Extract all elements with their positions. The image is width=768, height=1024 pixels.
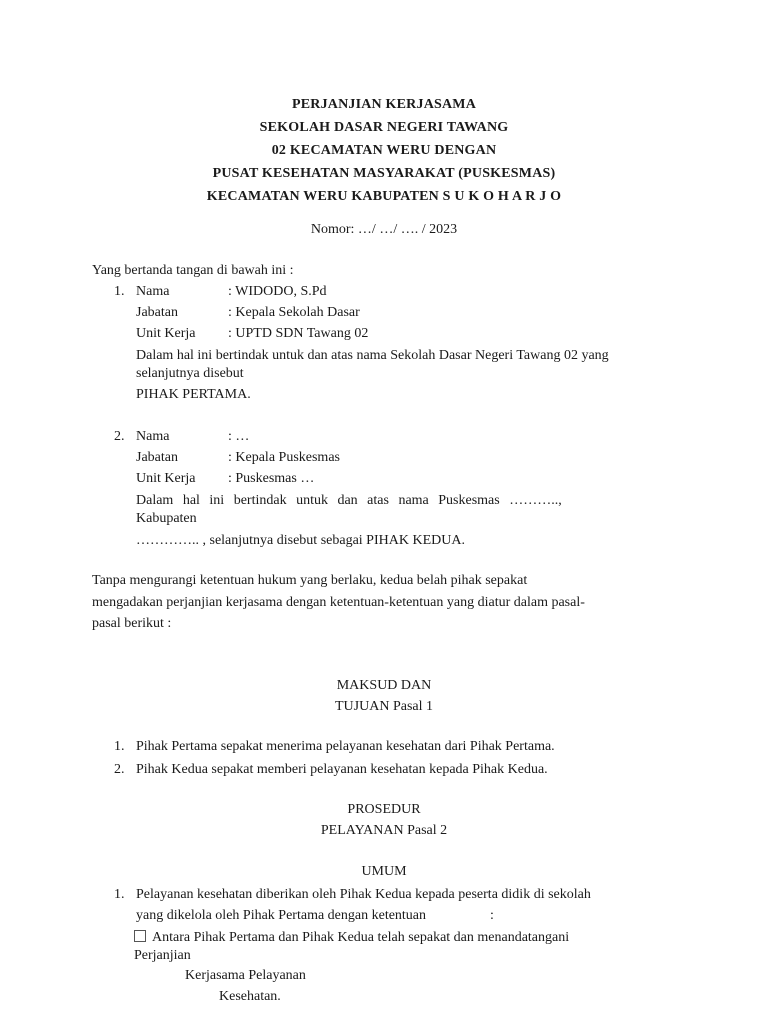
pasal1-heading-line1: MAKSUD DAN xyxy=(336,678,432,693)
party1-jabatan-value: : Kepala Sekolah Dasar xyxy=(228,305,360,320)
party2-description-line3: ………….. , selanjutnya disebut sebagai PIHAK KEDUA. xyxy=(136,533,465,548)
pasal1-item2-text: Pihak Kedua sepakat memberi pelayanan kesehatan kepada Pihak Kedua. xyxy=(136,762,548,777)
title-line-5: KECAMATAN WERU KABUPATEN S U K O H A R J O xyxy=(206,189,562,204)
party2-unit-label: Unit Kerja xyxy=(136,471,196,486)
party1-description-line1: Dalam hal ini bertindak untuk dan atas nama Sekolah Dasar Negeri Tawang 02 yang xyxy=(136,348,609,363)
intro-text: Yang bertanda tangan di bawah ini : xyxy=(92,263,294,278)
party2-description-line1: Dalam hal ini bertindak untuk dan atas nama Puskesmas ……….., xyxy=(136,493,562,508)
title-line-3: 02 KECAMATAN WERU DENGAN xyxy=(271,143,497,158)
party1-unit-value: : UPTD SDN Tawang 02 xyxy=(228,326,369,341)
pasal2-bullet-line4: Kesehatan. xyxy=(219,989,281,1004)
party1-unit-label: Unit Kerja xyxy=(136,326,196,341)
pasal1-heading-line2: TUJUAN Pasal 1 xyxy=(335,699,433,714)
party2-jabatan-value: : Kepala Puskesmas xyxy=(228,450,340,465)
party1-nama-label: Nama xyxy=(136,284,170,299)
party2-number: 2. xyxy=(114,429,125,444)
checkbox-bullet-icon xyxy=(134,930,146,942)
party1-nama-value: : WIDODO, S.Pd xyxy=(228,284,327,299)
document-number: Nomor: …/ …/ …. / 2023 xyxy=(310,222,458,237)
pasal1-item1-text: Pihak Pertama sepakat menerima pelayanan kesehatan dari Pihak Pertama. xyxy=(136,739,555,754)
agreement-line2: mengadakan perjanjian kerjasama dengan ketentuan-ketentuan yang diatur dalam pasal- xyxy=(92,595,585,610)
title-line-2: SEKOLAH DASAR NEGERI TAWANG xyxy=(259,120,509,135)
party2-unit-value: : Puskesmas … xyxy=(228,471,315,486)
party2-description-line2: Kabupaten xyxy=(136,511,197,526)
party2-nama-value: : … xyxy=(228,429,250,444)
pasal2-bullet-line3: Kerjasama Pelayanan xyxy=(185,968,306,983)
party1-designation: PIHAK PERTAMA. xyxy=(136,387,251,402)
title-line-1: PERJANJIAN KERJASAMA xyxy=(291,97,477,112)
agreement-line3: pasal berikut : xyxy=(92,616,172,631)
pasal1-item2-number: 2. xyxy=(114,762,125,777)
party2-nama-label: Nama xyxy=(136,429,170,444)
pasal2-subheading: UMUM xyxy=(361,864,407,879)
agreement-line1: Tanpa mengurangi ketentuan hukum yang berlaku, kedua belah pihak sepakat xyxy=(92,573,528,588)
party1-description-line2: selanjutnya disebut xyxy=(136,366,244,381)
title-line-4: PUSAT KESEHATAN MASYARAKAT (PUSKESMAS) xyxy=(212,166,556,181)
party1-jabatan-label: Jabatan xyxy=(136,305,178,320)
pasal2-heading-line2: PELAYANAN Pasal 2 xyxy=(320,823,448,838)
pasal2-bullet-text: Antara Pihak Pertama dan Pihak Kedua telah sepakat dan menandatangani xyxy=(152,930,570,945)
pasal1-item1-number: 1. xyxy=(114,739,125,754)
party2-jabatan-label: Jabatan xyxy=(136,450,178,465)
pasal2-bullet-line2: Perjanjian xyxy=(134,948,191,963)
pasal2-item1-line2: yang dikelola oleh Pihak Pertama dengan ketentuan xyxy=(136,908,427,923)
pasal2-item1-number: 1. xyxy=(114,887,125,902)
pasal2-heading-line1: PROSEDUR xyxy=(347,802,421,817)
pasal2-item1-line1: Pelayanan kesehatan diberikan oleh Pihak Kedua kepada peserta didik di sekolah xyxy=(136,887,591,902)
document-title xyxy=(0,93,768,208)
pasal2-item1-colon: : xyxy=(490,908,494,923)
pasal2-bullet-line1 xyxy=(134,929,569,947)
party1-number: 1. xyxy=(114,284,125,299)
